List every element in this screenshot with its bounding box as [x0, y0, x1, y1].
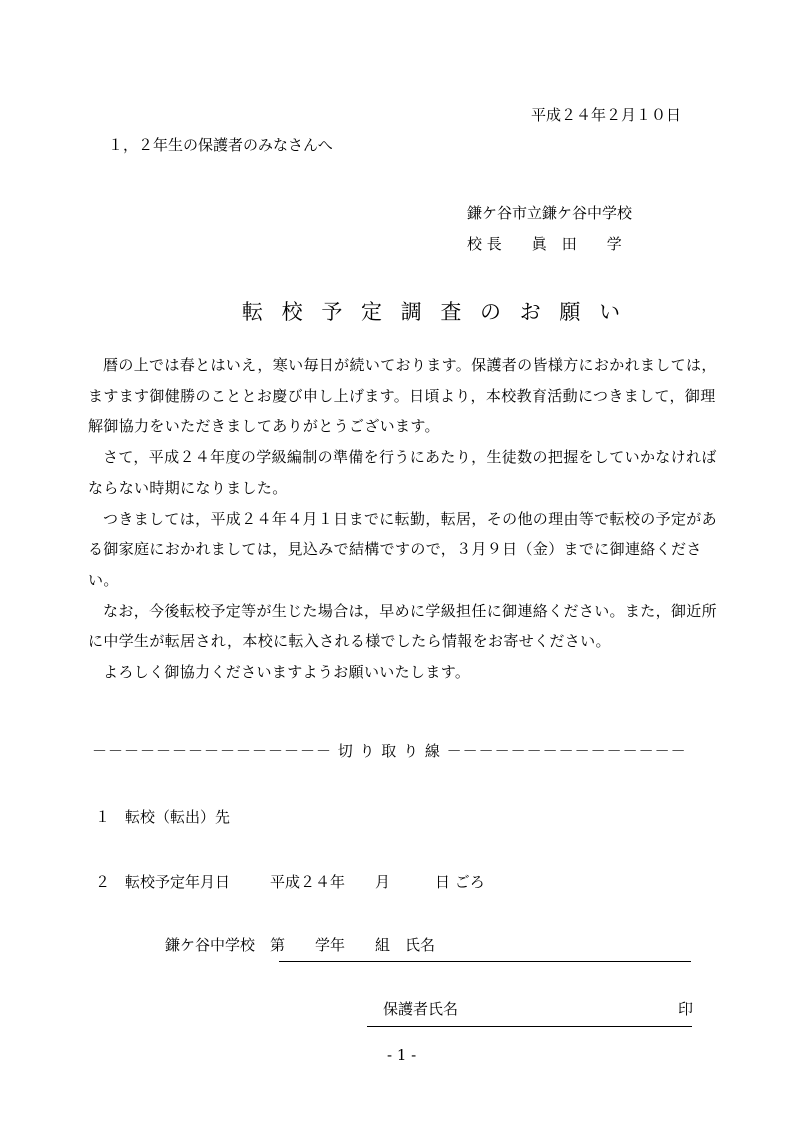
- page-number: - 1 -: [387, 1046, 417, 1064]
- letter-body: [88, 350, 718, 688]
- cut-line: －－－－－－－－－－－－－－－ 切 り 取 り 線 －－－－－－－－－－－－－－－: [92, 742, 687, 760]
- guardian-signature-line: [367, 1026, 692, 1027]
- addressee: １，２年生の保護者のみなさんへ: [108, 136, 333, 154]
- guardian-name-label: 保護者氏名: [383, 1000, 459, 1018]
- paragraph: さて，平成２４年度の学級編制の準備を行うにあたり，生徒数の把握をしていかなければならない時期になりました。: [88, 448, 717, 497]
- transfer-date-label: ２ 転校予定年月日: [95, 873, 231, 891]
- form-item-transfer-date: [95, 875, 485, 890]
- document-date: 平成２４年２月１０日: [531, 106, 682, 124]
- paragraph: つきましては，平成２４年４月１日までに転勤，転居，その他の理由等で転校の予定がある御家庭におかれましては，見込みで結構ですので，３月９日（金）までに御連絡ください。: [88, 509, 718, 589]
- transfer-date-value: 平成２４年 月 日 ごろ: [270, 873, 485, 891]
- student-info-line: 鎌ケ谷中学校 第 学年 組 氏名: [165, 936, 436, 954]
- seal-label: 印: [678, 1000, 694, 1018]
- school-name: 鎌ケ谷市立鎌ケ谷中学校: [467, 204, 633, 222]
- principal-name: 校 長 眞 田 学: [467, 235, 622, 253]
- form-item-transfer-destination: １ 転校（転出）先: [95, 808, 231, 826]
- document-title: 転 校 予 定 調 査 の お 願 い: [242, 300, 627, 324]
- student-signature-line: [279, 961, 691, 962]
- paragraph: よろしく御協力くださいますようお願いいたします。: [103, 663, 471, 682]
- paragraph: なお，今後転校予定等が生じた場合は，早めに学級担任に御連絡ください。また，御近所に中学生が転居され，本校に転入される様でしたら情報をお寄せください。: [88, 601, 718, 651]
- paragraph: 暦の上では春とはいえ，寒い毎日が続いております。保護者の皆様方におかれましては，ますます御健勝のこととお慶び申し上げます。日頃より，本校教育活動につきまして，御理解御協力をいただきましてありがとうございます。: [88, 356, 717, 436]
